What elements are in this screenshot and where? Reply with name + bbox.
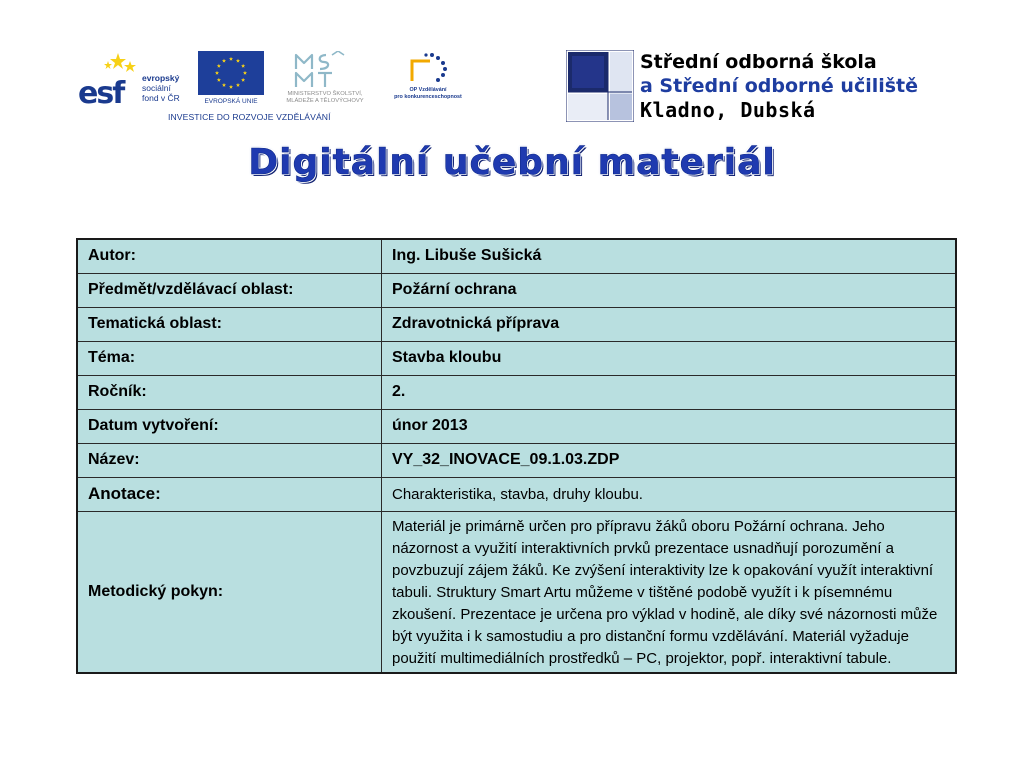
- row-label: Datum vytvoření:: [77, 409, 382, 443]
- row-value: 2.: [382, 375, 957, 409]
- row-label: Tematická oblast:: [77, 307, 382, 341]
- esf-caption-line2: sociální: [142, 83, 171, 93]
- msmt-caption-line2: MLÁDEŽE A TĚLOVÝCHOVY: [286, 98, 364, 104]
- op-mark-icon: [406, 51, 450, 85]
- school-name-line3: Kladno, Dubská: [640, 98, 816, 122]
- table-row-nazev: [77, 443, 956, 477]
- school-name-line2: a Střední odborné učiliště: [640, 75, 919, 97]
- school-logo: [566, 50, 926, 122]
- table-row-metodicky-pokyn: [77, 511, 956, 673]
- table-row-anotace: [77, 477, 956, 511]
- row-label: Téma:: [77, 341, 382, 375]
- table-row-rocnik: [77, 375, 956, 409]
- school-emblem-icon: [566, 50, 634, 122]
- esf-logo: [78, 51, 190, 107]
- row-label: Anotace:: [77, 477, 382, 511]
- table-row-datum: [77, 409, 956, 443]
- msmt-logo: [270, 51, 380, 107]
- sponsor-logo-strip: [70, 46, 470, 128]
- op-caption-line1: OP Vzdělávání: [409, 87, 447, 93]
- esf-caption-line1: evropský: [142, 73, 180, 83]
- row-value: Zdravotnická příprava: [382, 307, 957, 341]
- school-name: [640, 50, 930, 122]
- esf-mark-icon: [78, 51, 138, 107]
- row-value: únor 2013: [382, 409, 957, 443]
- school-name-line1: Střední odborná škola: [640, 51, 877, 73]
- row-value: VY_32_INOVACE_09.1.03.ZDP: [382, 443, 957, 477]
- msmt-caption: [270, 91, 380, 105]
- row-label: Autor:: [77, 239, 382, 273]
- eu-flag-icon: [198, 51, 264, 95]
- row-label: Metodický pokyn:: [77, 511, 382, 673]
- table-row-tema: [77, 341, 956, 375]
- row-value: Charakteristika, stavba, druhy kloubu.: [382, 477, 957, 511]
- msmt-mark-icon: [292, 51, 348, 91]
- eu-logo: [196, 51, 266, 107]
- page-title: Digitální učební materiál: [248, 142, 776, 183]
- row-value: Ing. Libuše Sušická: [382, 239, 957, 273]
- esf-caption: [142, 73, 202, 103]
- row-label: Ročník:: [77, 375, 382, 409]
- material-info-table: [76, 238, 957, 674]
- row-value: Materiál je primárně určen pro přípravu žáků oboru Požární ochrana. Jeho názornost a využití interaktivních prvků prezentace usnadňují porozumění a povzbuzují zájem žáků. Ke zvýšení interaktivity lze k opakování využít interaktivní tabuli. Struktury Smart Artu můžeme v tištěné podobě využít i k písemnému zkoušení. Prezentace je určena pro výklad v hodině, ale díky své názornosti může být využita i k samostudiu a pro distanční formu vzdělávání. Materiál vyžaduje použití multimediálních prostředků – PC, projektor, popř. interaktivní tabule.: [382, 511, 957, 673]
- op-logo: [384, 51, 472, 107]
- svg-text:esf: esf: [78, 76, 124, 107]
- table-row-tematicka-oblast: [77, 307, 956, 341]
- row-label: Název:: [77, 443, 382, 477]
- eu-caption: EVROPSKÁ UNIE: [204, 98, 258, 105]
- row-value: Požární ochrana: [382, 273, 957, 307]
- esf-caption-line3: fond v ČR: [142, 93, 180, 103]
- row-label: Předmět/vzdělávací oblast:: [77, 273, 382, 307]
- row-value: Stavba kloubu: [382, 341, 957, 375]
- op-caption: [384, 87, 472, 100]
- table-row-autor: [77, 239, 956, 273]
- table-row-predmet: [77, 273, 956, 307]
- msmt-caption-line1: MINISTERSTVO ŠKOLSTVÍ,: [287, 91, 363, 97]
- investice-slogan: INVESTICE DO ROZVOJE VZDĚLÁVÁNÍ: [168, 112, 331, 122]
- op-caption-line2: pro konkurenceschopnost: [394, 93, 462, 100]
